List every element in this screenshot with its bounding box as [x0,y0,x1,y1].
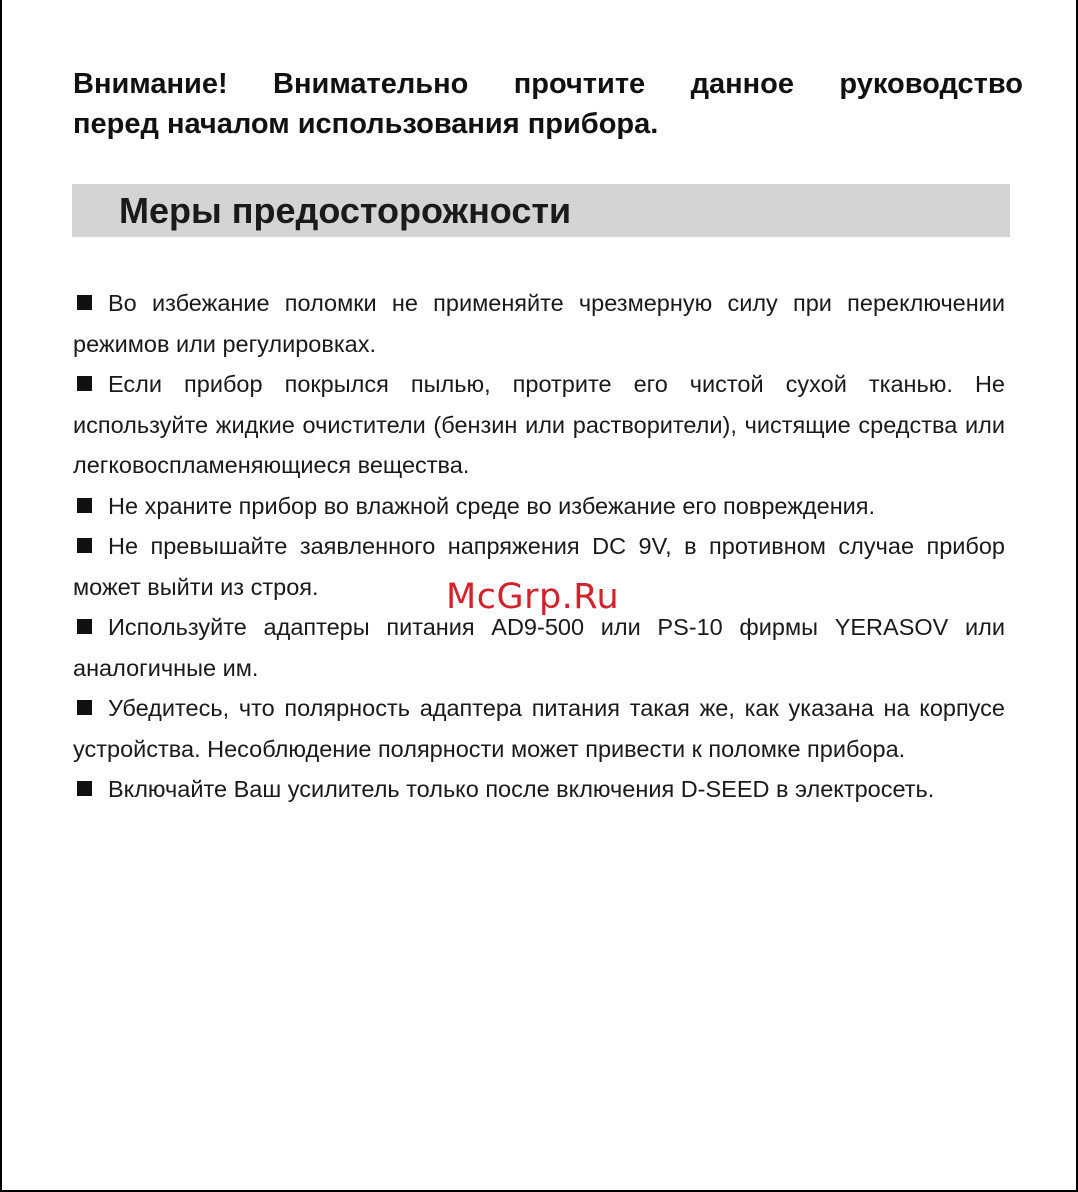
list-item-text: Если прибор покрылся пылью, протрите его чистой сухой тканью. Не используйте жидкие очистители (бензин или растворители), чистящие средства или легковоспламеняющиеся вещества. [73,371,1005,478]
square-bullet-icon [77,781,92,796]
list-item [73,364,1005,486]
list-item [73,283,1005,364]
warning-line-1: Внимание! Внимательно прочтите данное руководство [73,68,1023,100]
square-bullet-icon [77,700,92,715]
list-item [73,607,1005,688]
list-item-text: Используйте адаптеры питания AD9-500 или PS-10 фирмы YERASOV или аналогичные им. [73,614,1005,681]
warning-line-2: перед началом использования прибора. [73,108,659,140]
list-item-text: Включайте Ваш усилитель только после включения D-SEED в электросеть. [108,776,935,802]
list-item-text: Во избежание поломки не применяйте чрезмерную силу при переключении режимов или регулировках. [73,290,1005,357]
list-item-text: Убедитесь, что полярность адаптера питания такая же, как указана на корпусе устройства. Несоблюдение полярности может привести к поломке прибора. [73,695,1005,762]
square-bullet-icon [77,538,92,553]
watermark: McGrp.Ru [446,577,620,617]
list-item [73,486,1005,527]
square-bullet-icon [77,498,92,513]
section-header [72,184,1010,237]
square-bullet-icon [77,619,92,634]
square-bullet-icon [77,295,92,310]
list-item [73,688,1005,769]
warning-heading [73,64,1023,144]
list-item-text: Не храните прибор во влажной среде во избежание его повреждения. [108,492,876,519]
list-item-text: Не превышайте заявленного напряжения DC 9V, в противном случае прибор может выйти из строя. [73,533,1005,600]
list-item [73,769,1005,810]
precautions-list [73,283,1005,810]
square-bullet-icon [77,376,92,391]
section-title: Меры предосторожности [119,190,572,231]
